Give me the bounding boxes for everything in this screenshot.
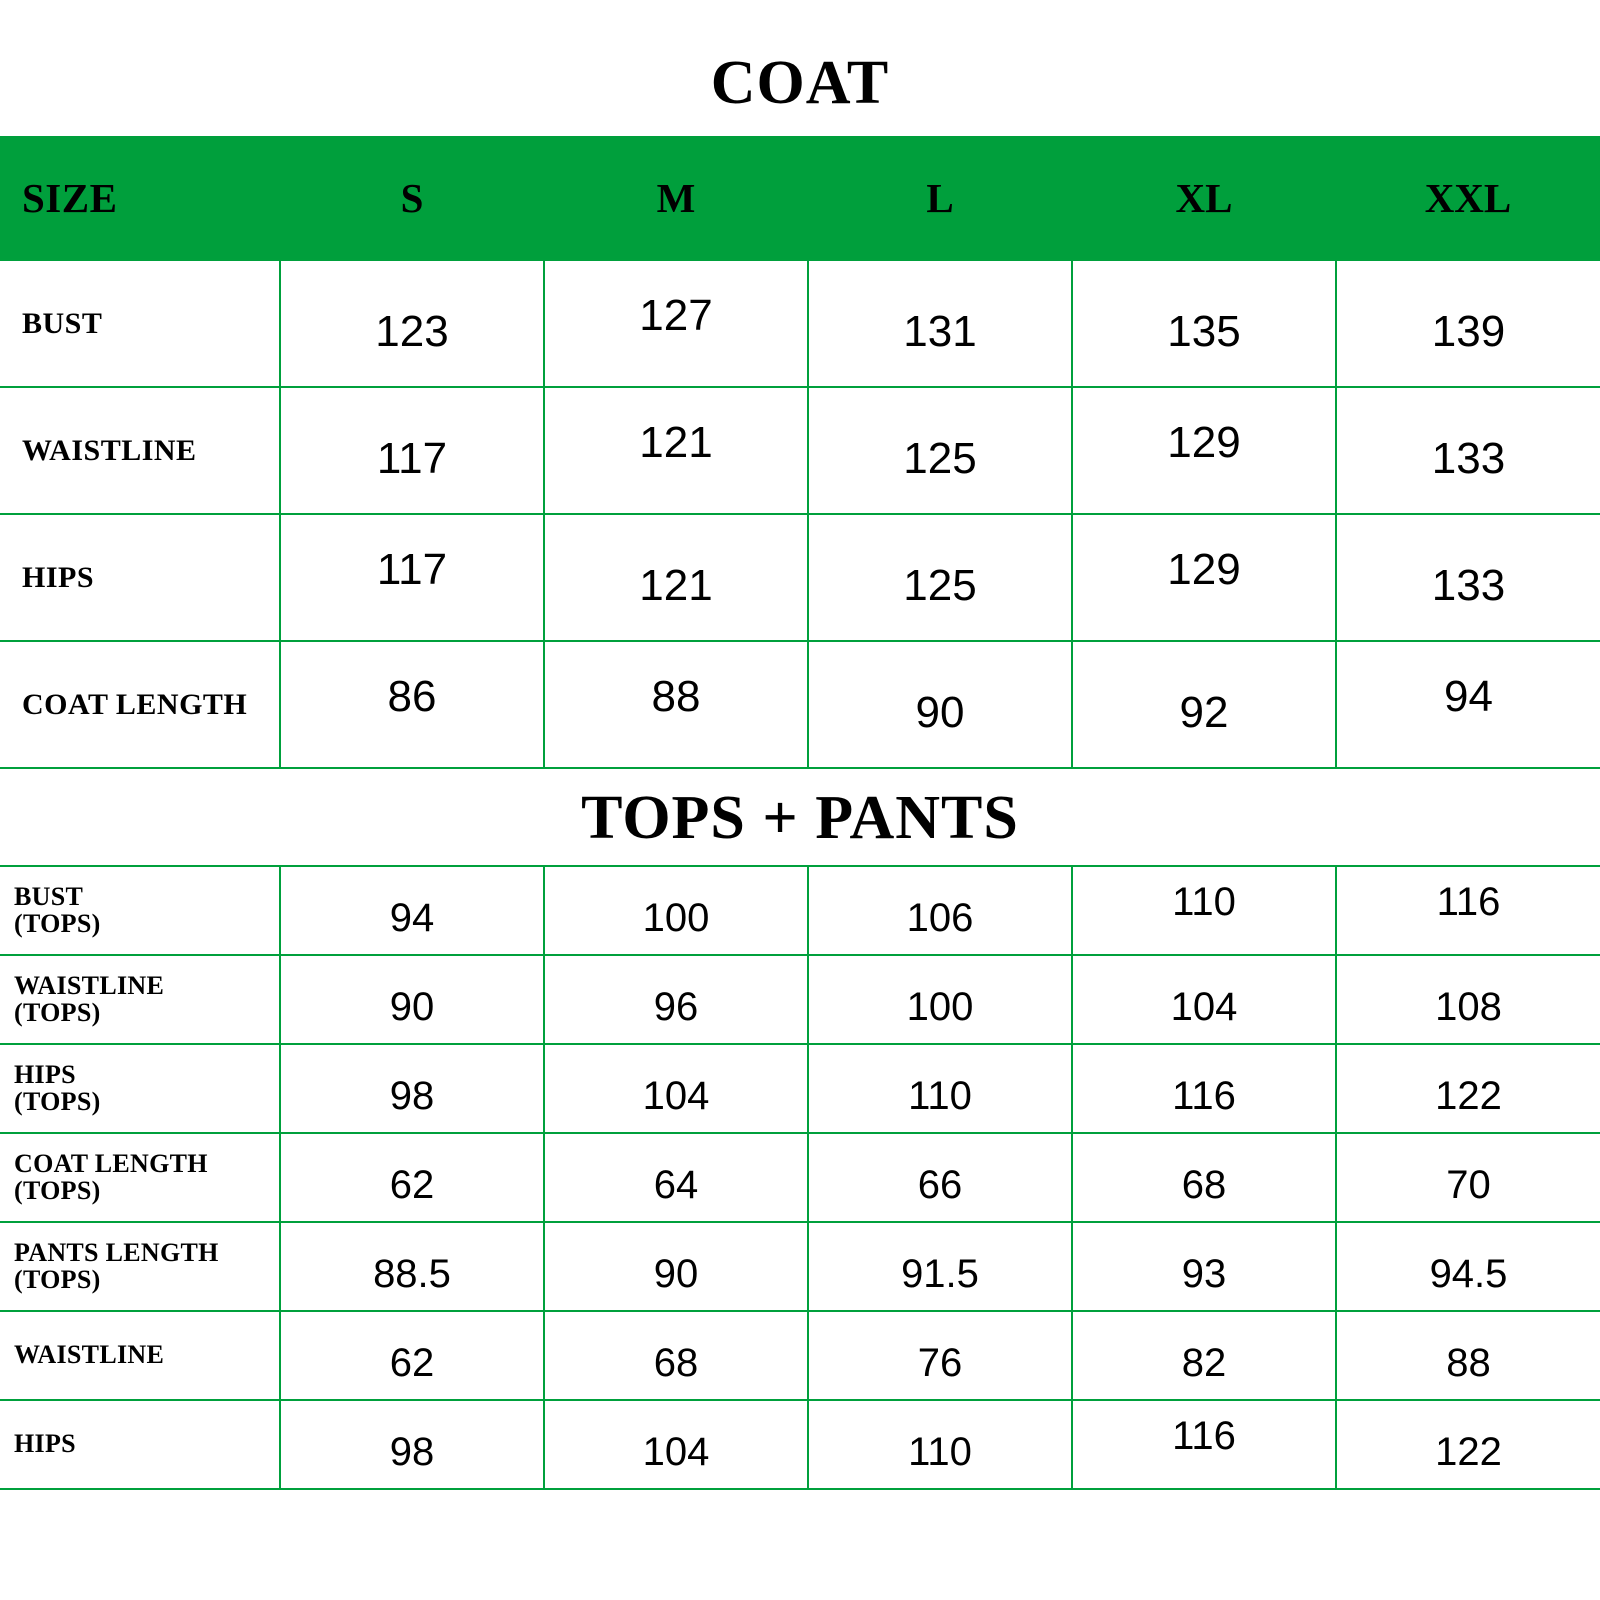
row-label-main: WAISTLINE	[14, 1340, 165, 1370]
row-label-main: WAISTLINE	[14, 970, 165, 1000]
coat-row-label-hips: HIPS	[0, 514, 280, 641]
table-row	[0, 955, 1600, 1044]
cell-value: 88.5	[373, 1252, 451, 1296]
tops-pants-length-s	[280, 1222, 544, 1311]
cell-value: 121	[639, 560, 713, 610]
coat-bust-l	[808, 260, 1072, 387]
tops-bust-s	[280, 866, 544, 955]
tops-row-label-hips	[0, 1044, 280, 1133]
cell-value: 133	[1431, 433, 1506, 483]
table-header-row	[0, 136, 1600, 260]
pants-hips-xxl	[1336, 1400, 1600, 1489]
cell-value: 135	[1167, 306, 1241, 356]
table-row	[0, 514, 1600, 641]
cell-value: 66	[917, 1163, 963, 1207]
coat-length-s	[280, 641, 544, 768]
coat-length-xl	[1072, 641, 1336, 768]
cell-value: 110	[1172, 880, 1236, 924]
cell-value: 100	[642, 896, 710, 940]
cell-value: 129	[1167, 544, 1241, 594]
tops-row-label-coat-length	[0, 1133, 280, 1222]
cell-value: 131	[903, 306, 977, 356]
cell-value: 125	[903, 560, 977, 610]
pants-hips-xl	[1072, 1400, 1336, 1489]
coat-header-size-xxl: XXL	[1336, 136, 1600, 260]
cell-value: 116	[1172, 1414, 1236, 1458]
pants-hips-s	[280, 1400, 544, 1489]
tops-coat-length-xxl	[1336, 1133, 1600, 1222]
coat-size-table	[0, 136, 1600, 769]
coat-waistline-xl	[1072, 387, 1336, 514]
coat-length-l	[808, 641, 1072, 768]
cell-value: 139	[1431, 306, 1506, 356]
tops-hips-xxl	[1336, 1044, 1600, 1133]
cell-value: 133	[1431, 560, 1506, 610]
tops-waistline-l	[808, 955, 1072, 1044]
tops-pants-table-body	[0, 866, 1600, 1489]
row-label-sub: (TOPS)	[14, 1086, 101, 1116]
coat-bust-xl	[1072, 260, 1336, 387]
cell-value: 117	[376, 433, 448, 483]
cell-value: 90	[389, 985, 435, 1029]
cell-value: 62	[389, 1163, 435, 1207]
tops-hips-s	[280, 1044, 544, 1133]
table-row	[0, 1044, 1600, 1133]
coat-header-size-m: M	[544, 136, 808, 260]
coat-header-size-label: SIZE	[0, 136, 280, 260]
row-label-sub: (TOPS)	[14, 908, 101, 938]
coat-hips-s	[280, 514, 544, 641]
cell-value: 110	[908, 1074, 972, 1118]
row-label-main: COAT LENGTH	[14, 1148, 208, 1178]
coat-bust-xxl	[1336, 260, 1600, 387]
tops-hips-l	[808, 1044, 1072, 1133]
cell-value: 93	[1181, 1252, 1227, 1296]
pants-waistline-l	[808, 1311, 1072, 1400]
tops-pants-length-xl	[1072, 1222, 1336, 1311]
coat-title: COAT	[710, 49, 890, 117]
tops-bust-m	[544, 866, 808, 955]
pants-row-label-waistline	[0, 1311, 280, 1400]
tops-pants-title: TOPS + PANTS	[581, 784, 1019, 852]
row-label-main: BUST	[14, 881, 84, 911]
cell-value: 90	[915, 687, 965, 737]
coat-table-header	[0, 136, 1600, 260]
coat-waistline-m	[544, 387, 808, 514]
cell-value: 68	[1181, 1163, 1227, 1207]
cell-value: 129	[1167, 417, 1241, 467]
coat-bust-m	[544, 260, 808, 387]
tops-waistline-s	[280, 955, 544, 1044]
coat-waistline-l	[808, 387, 1072, 514]
tops-hips-xl	[1072, 1044, 1336, 1133]
row-label-main: PANTS LENGTH	[14, 1237, 219, 1267]
cell-value: 92	[1179, 687, 1229, 737]
row-label-sub: (TOPS)	[14, 1175, 101, 1205]
coat-header-size-l: L	[808, 136, 1072, 260]
tops-coat-length-xl	[1072, 1133, 1336, 1222]
table-row	[0, 1400, 1600, 1489]
cell-value: 88	[1446, 1341, 1491, 1385]
cell-value: 86	[387, 671, 437, 721]
coat-bust-s	[280, 260, 544, 387]
cell-value: 108	[1435, 985, 1502, 1029]
table-row	[0, 387, 1600, 514]
cell-value: 91.5	[901, 1252, 979, 1296]
table-row	[0, 641, 1600, 768]
cell-value: 68	[653, 1341, 699, 1385]
cell-value: 122	[1435, 1430, 1502, 1474]
table-row	[0, 1311, 1600, 1400]
table-row	[0, 260, 1600, 387]
cell-value: 121	[639, 417, 713, 467]
coat-waistline-xxl	[1336, 387, 1600, 514]
coat-header-size-s: S	[280, 136, 544, 260]
tops-bust-l	[808, 866, 1072, 955]
pants-hips-l	[808, 1400, 1072, 1489]
cell-value: 117	[376, 544, 448, 594]
coat-length-m	[544, 641, 808, 768]
cell-value: 64	[653, 1163, 699, 1207]
coat-header-size-xl: XL	[1072, 136, 1336, 260]
coat-row-label-bust: BUST	[0, 260, 280, 387]
tops-pants-length-l	[808, 1222, 1072, 1311]
tops-row-label-bust	[0, 866, 280, 955]
cell-value: 94	[1444, 671, 1493, 721]
tops-row-label-waistline	[0, 955, 280, 1044]
cell-value: 106	[906, 896, 974, 940]
cell-value: 88	[651, 671, 701, 721]
coat-hips-l	[808, 514, 1072, 641]
table-row	[0, 1133, 1600, 1222]
cell-value: 116	[1172, 1074, 1236, 1118]
cell-value: 104	[642, 1074, 710, 1118]
tops-row-label-pants-length	[0, 1222, 280, 1311]
table-row	[0, 1222, 1600, 1311]
cell-value: 104	[1170, 985, 1238, 1029]
cell-value: 96	[653, 985, 699, 1029]
tops-bust-xxl	[1336, 866, 1600, 955]
cell-value: 100	[906, 985, 974, 1029]
tops-bust-xl	[1072, 866, 1336, 955]
tops-coat-length-m	[544, 1133, 808, 1222]
pants-waistline-s	[280, 1311, 544, 1400]
cell-value: 70	[1446, 1163, 1491, 1207]
tops-waistline-xxl	[1336, 955, 1600, 1044]
pants-waistline-xl	[1072, 1311, 1336, 1400]
cell-value: 98	[389, 1430, 435, 1474]
tops-pants-length-m	[544, 1222, 808, 1311]
coat-row-label-coat-length: COAT LENGTH	[0, 641, 280, 768]
cell-value: 76	[917, 1341, 963, 1385]
cell-value: 90	[653, 1252, 699, 1296]
cell-value: 104	[642, 1430, 710, 1474]
pants-waistline-m	[544, 1311, 808, 1400]
tops-pants-length-xxl	[1336, 1222, 1600, 1311]
tops-coat-length-s	[280, 1133, 544, 1222]
tops-waistline-xl	[1072, 955, 1336, 1044]
pants-hips-m	[544, 1400, 808, 1489]
coat-hips-xl	[1072, 514, 1336, 641]
coat-hips-xxl	[1336, 514, 1600, 641]
row-label-sub: (TOPS)	[14, 1264, 101, 1294]
cell-value: 125	[903, 433, 977, 483]
coat-hips-m	[544, 514, 808, 641]
pants-row-label-hips	[0, 1400, 280, 1489]
cell-value: 123	[375, 306, 449, 356]
row-label-main: HIPS	[14, 1059, 76, 1089]
coat-waistline-s	[280, 387, 544, 514]
coat-row-label-waistline: WAISTLINE	[0, 387, 280, 514]
cell-value: 82	[1181, 1341, 1227, 1385]
tops-waistline-m	[544, 955, 808, 1044]
cell-value: 127	[639, 290, 713, 340]
pants-waistline-xxl	[1336, 1311, 1600, 1400]
cell-value: 122	[1435, 1074, 1502, 1118]
coat-table-body	[0, 260, 1600, 768]
row-label-sub: (TOPS)	[14, 997, 101, 1027]
tops-pants-size-table	[0, 865, 1600, 1490]
cell-value: 98	[389, 1074, 435, 1118]
table-row	[0, 866, 1600, 955]
row-label-main: HIPS	[14, 1429, 76, 1459]
tops-coat-length-l	[808, 1133, 1072, 1222]
coat-length-xxl	[1336, 641, 1600, 768]
cell-value: 110	[908, 1430, 972, 1474]
cell-value: 62	[389, 1341, 435, 1385]
cell-value: 94.5	[1429, 1252, 1508, 1296]
tops-hips-m	[544, 1044, 808, 1133]
cell-value: 116	[1436, 880, 1501, 924]
cell-value: 94	[389, 896, 435, 940]
